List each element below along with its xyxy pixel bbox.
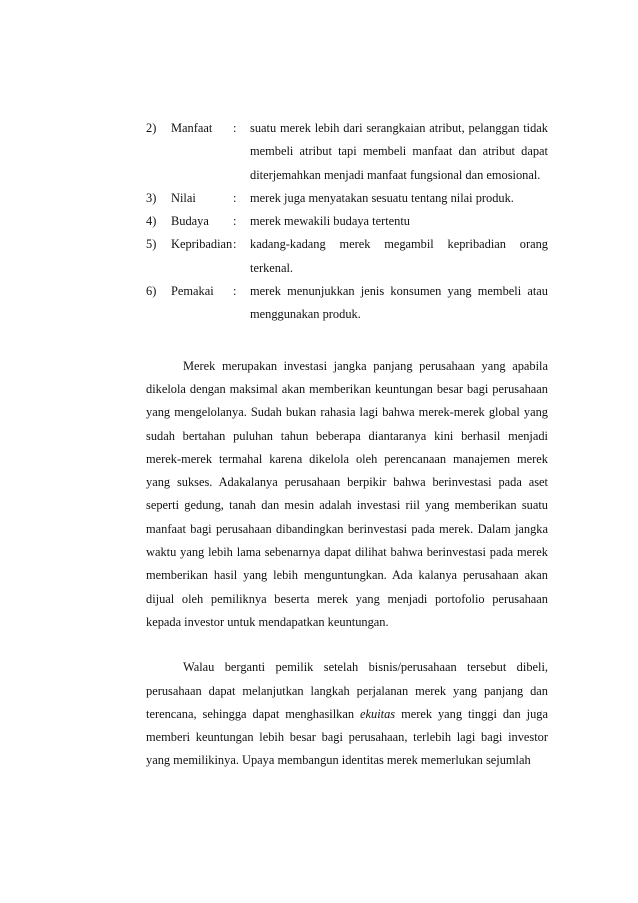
- list-colon: :: [233, 237, 237, 252]
- list-colon: :: [233, 284, 237, 299]
- list-item-budaya: [146, 210, 548, 233]
- paragraph-text: merek yang tinggi dan juga memberi keuntungan lebih besar bagi perusahaan, terlebih lagi bagi investor yang memilikinya. Upaya membangun identitas merek memerlukan sejumlah: [146, 706, 548, 768]
- list-colon: :: [233, 121, 237, 135]
- list-number: 2): [146, 121, 157, 135]
- list-item-nilai: [146, 187, 548, 210]
- list-number: 5): [146, 237, 157, 252]
- list-term: Kepribadian: [171, 237, 233, 252]
- list-term: Manfaat: [171, 121, 213, 135]
- paragraph-text: Walau berganti pemilik setelah bisnis/perusahaan tersebut dibeli, perusahaan dapat melanjutkan langkah perjalanan merek yang panjang dan terencana, sehingga dapat menghasilkan: [146, 660, 548, 721]
- list-definition: suatu merek lebih dari serangkaian atribut, pelanggan tidak membeli atribut tapi membeli manfaat dan atribut dapat diterjemahkan menjadi manfaat fungsional dan emosional.: [250, 121, 548, 182]
- list-term: Budaya: [171, 214, 209, 229]
- list-term: Nilai: [171, 190, 196, 205]
- list-number: 4): [146, 214, 157, 229]
- list-term: Pemakai: [171, 284, 214, 299]
- list-number: 3): [146, 190, 157, 205]
- list-definition: kadang-kadang merek megambil kepribadian orang terkenal.: [250, 237, 548, 275]
- list-definition: merek menunjukkan jenis konsumen yang membeli atau menggunakan produk.: [250, 284, 548, 322]
- paragraph-merek-investasi: Merek merupakan investasi jangka panjang perusahaan yang apabila dikelola dengan maksimal akan memberikan keuntungan besar bagi perusahaan yang mengelolanya. Sudah bukan rahasia lagi bahwa merek-merek global yang sudah bertahan puluhan tahun beberapa diantaranya kini berhasil menjadi merek-merek termahal karena dikelola oleh perencanaan manajemen merek yang sukses. Adakalanya perusahaan berpikir bahwa berinvestasi pada aset seperti gedung, tanah dan mesin adalah investasi riil yang memberikan suatu manfaat bagi perusahaan dibandingkan berinvestasi pada merek. Dalam jangka waktu yang lebih lama sebenarnya dapat dilihat bahwa berinvestasi pada merek memberikan hasil yang lebih menguntungkan. Ada kalanya perusahaan akan dijual oleh pemiliknya beserta merek yang menjadi portofolio perusahaan kepada investor untuk mendapatkan keuntungan.: [146, 358, 548, 629]
- paragraph-ganti-pemilik: [146, 656, 548, 772]
- list-definition: merek juga menyatakan sesuatu tentang nilai produk.: [250, 190, 514, 205]
- list-item-manfaat: [146, 117, 548, 187]
- list-colon: :: [233, 190, 237, 205]
- document-page: [146, 117, 548, 773]
- list-definition: merek mewakili budaya tertentu: [250, 214, 410, 229]
- list-item-kepribadian: [146, 233, 548, 280]
- list-number: 6): [146, 284, 157, 299]
- italic-term-ekuitas: ekuitas: [360, 706, 396, 721]
- list-item-pemakai: [146, 280, 548, 327]
- list-colon: :: [233, 214, 237, 229]
